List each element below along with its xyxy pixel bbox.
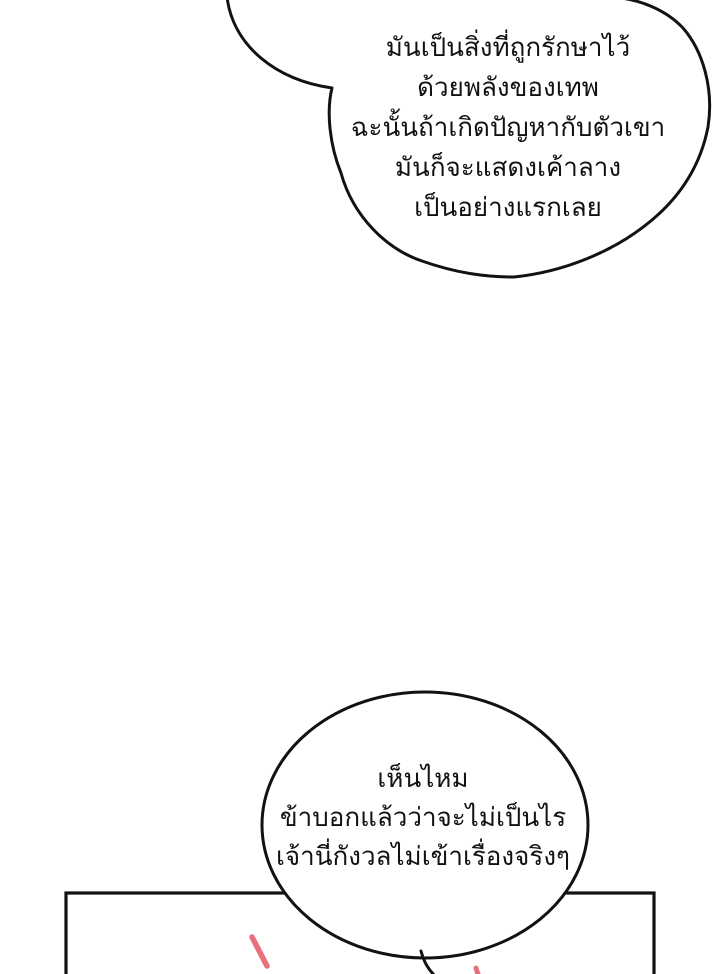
- speech-text-bottom: [223, 760, 623, 877]
- speech-line: ข้าบอกแล้วว่าจะไม่เป็นไร: [279, 803, 567, 833]
- speech-line: มันเป็นสิ่งที่ถูกรักษาไว้: [385, 33, 631, 63]
- speech-line: เจ้านี่กังวลไม่เข้าเรื่องจริงๆ: [276, 842, 570, 872]
- speech-text-top: [308, 28, 708, 228]
- speech-line: ด้วยพลังของเทพ: [417, 73, 599, 103]
- speech-line: เป็นอย่างแรกเลย: [414, 193, 602, 223]
- speech-line: มันก็จะแสดงเค้าลาง: [394, 153, 622, 183]
- speech-line: เห็นไหม: [377, 764, 469, 794]
- speech-line: ฉะนั้นถ้าเกิดปัญหากับตัวเขา: [350, 113, 666, 143]
